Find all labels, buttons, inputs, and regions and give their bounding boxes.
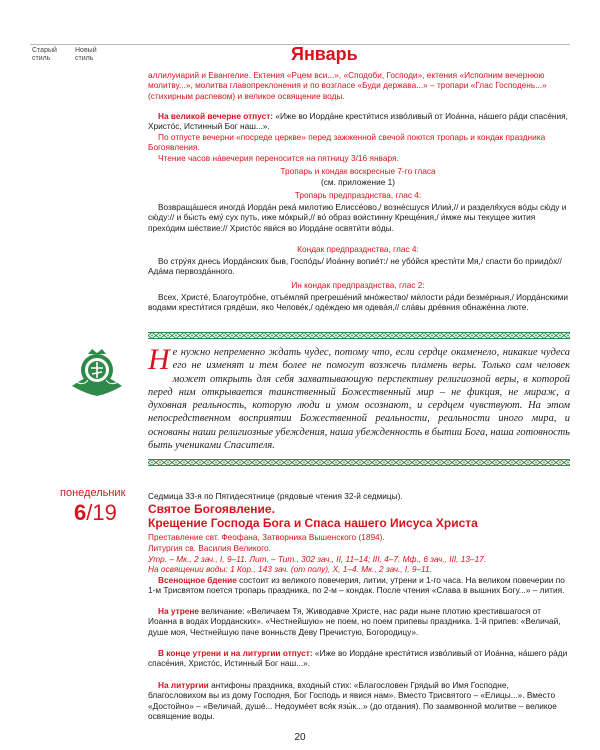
- ornament-band-bottom: [148, 459, 570, 466]
- feast-title-2: Крещение Господа Бога и Спаса нашего Иисуса Христа: [148, 516, 478, 530]
- forefeast-kontakion-heading: Кондак предпразднства, глас 4:: [297, 244, 419, 254]
- appendix-ref: (см. приложение 1): [320, 177, 396, 187]
- liturgy-description: На литургии антифоны праздника, входный стих: «Благословен Грядый во Имя Господне, благословихом вы из дому Господня, Бог Господь и явися нам». Вместо Трисвятого – «Елицы...». Вместо «Достойно» – «Величай, душé... Недоумéет вся́к язы́к...» (до отдания). По заамвонной молитве – великое освящение воды.: [148, 680, 557, 721]
- forefeast-kontakion-text: Во стру́ях днесь Иорда́нских быв, Госпо́дь/ Иоа́нну вопие́т:/ не убо́йся крести́ти Мя,/ спасти бо приидо́х// Ада́ма первозда́нного.: [148, 256, 562, 277]
- page-number: 20: [294, 732, 306, 743]
- new-style-label: Новый стиль: [75, 47, 97, 62]
- forefeast-troparion-text: Возвраща́шеся иногда́ Иорда́н река́ милотию Елиссе́ово,/ возне́сшуся Илии́,// и разделя́хуся во́ды сю́ду и сю́ду:// и бы́сть ему́ сух путь, иже мо́крый,// во́ образ вои́стинну Креще́ния,/ и́мже мы текущее жития прехо́дим ше́ствие:// Христо́с яви́ся во Иорда́не освяти́ти во́ды.: [148, 202, 567, 233]
- old-style-label: Старый стиль: [32, 47, 57, 62]
- other-kontakion-text: Всех, Христе́, Благоутро́бне, отъе́мляй прегреше́ний мно́жество/ ми́лости ра́ди безме́рныя,/ Иорда́нскими водами крести́тися грядёши, яко Челове́к,/ оде́ждею мя одева́я,// сла́вы дре́вния обнаже́нна люте.: [148, 292, 568, 313]
- commemoration: Преставление свт. Феофана, Затворника Вышенского (1894).: [148, 532, 385, 542]
- month-title: Январь: [291, 44, 358, 64]
- matins-dismissal: В конце утрени и на литургии отпуст: «Иже во Иорда́не крести́тися изво́ливый от Иоа́нна, на́шего ра́ди спасе́ния, Христо́с, Истинный Бог наш...».: [148, 648, 568, 669]
- matins-magnification: На утрене величание: «Величаем Тя, Живодавче Христе, нас ради ныне плотию крестившагося от Иоанна в водах Иорданских». «Честнейшую» не поем, но поем припевы праздника. 1-й припев: «Величай, душе моя, Честнейшую паче вонньств Деву Пречистую, Богородицу».: [148, 606, 561, 637]
- service-text-3: По отпусте вечерни «посреде церкве» перед зажженной свечой поются тропарь и кондак праздника Богоявления.: [148, 132, 546, 153]
- other-kontakion-heading: Ин кондак предпразднства, глас 2:: [291, 280, 425, 290]
- weekday-label: понедельник: [60, 487, 126, 499]
- vigil-description: Всенощное бдение состоит из великого повечерия, литии, утрени и 1-го часа. На великом повечерии по 1-м Трисвятом поется тропарь праздника, по 2-м – кондак. После чтения «Слава в вышних Богу...» – лития.: [148, 575, 565, 596]
- quote-block: [148, 343, 570, 452]
- quote-dropcap: Н: [148, 343, 170, 376]
- date-number: 6/19: [74, 500, 117, 525]
- church-emblem-icon: [66, 346, 128, 398]
- quote-text: е нужно непременно ждать чудес, потому что, если сердце окаменело, никакие чудеса его не изменят и тем более не помогут возжечь пламень веры. Только сам человек может открыть для себя захватывающую перспективу религиозной веры, в которой перед ним открывается таинственный Божественный мир – не фикция, не мираж, а духовная реальность, которую люди и умом осознают, и сердцем чувствуют. На этом непосредственном восприятии Божественной реальности, реальности иного мира, и основаны наши религиозные убеждения, наша убежденность в бытии Бога, наша готовность быть учениками Спасителя.: [148, 347, 570, 452]
- water-blessing-readings: На освящении воды: 1 Кор., 143 зач. (от полу), X, 1–4. Мк., 2 зач., I, 9–11.: [148, 564, 432, 574]
- vespers-dismissal: На великой вечерне отпуст: «Иже во Иорда́не крести́тися изво́ливый от Иоа́нна, на́шего ра́ди спасе́ния, Христо́с, Истинный Бог наш...».: [148, 111, 568, 132]
- troparion-heading: Тропарь и кондак воскресные 7-го гласа: [280, 166, 436, 176]
- service-text-1: аллилуиарий и Евангелие. Ектения «Рцем вси...», «Сподоби, Господи», ектения «Исполним вечернюю молитву...», молитва главопреклонения и по возгласе «Буди держава...» – тропари «Глас Господень...» (стихирным распевом) и великое освящение воды.: [148, 70, 547, 101]
- feast-title-1: Святое Богоявление.: [148, 502, 275, 516]
- hours-note: Чтение часов на́вечерия переносится на пятницу 3/16 января.: [158, 153, 399, 163]
- ornament-band-top: [148, 332, 570, 339]
- week-info: Седмица 33-я по Пятидесятнице (рядовые чтения 32-й седмицы).: [148, 491, 403, 501]
- liturgy-note: Литургия св. Василия Великого.: [148, 543, 271, 553]
- forefeast-troparion-heading: Тропарь предпразднства, глас 4:: [294, 190, 422, 200]
- readings: Утр. – Мк., 2 зач., I, 9–11. Лит. – Тит., 302 зач., II, 11–14; III, 4–7. Мф., 6 зач., III, 13–17.: [148, 554, 487, 564]
